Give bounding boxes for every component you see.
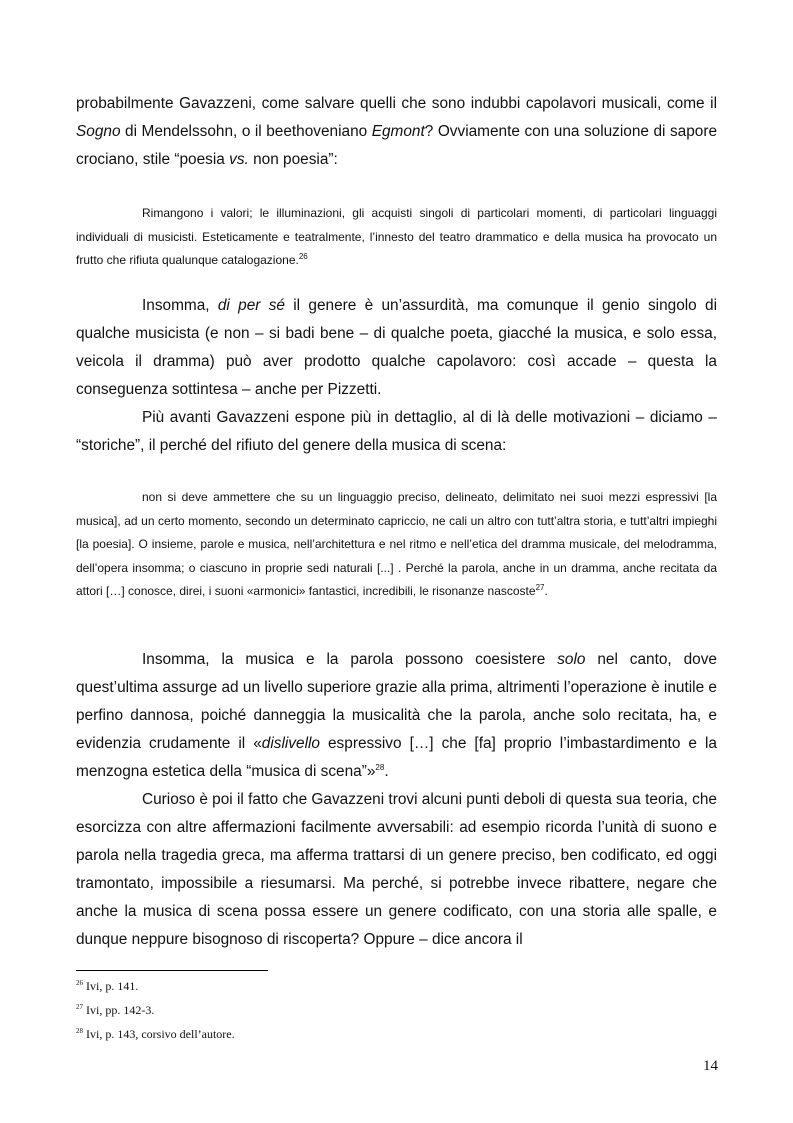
footnote-ref-27: 27 [535, 583, 545, 592]
block-quote-2-end: . [544, 584, 548, 598]
paragraph-5-text: Curioso è poi il fatto che Gavazzeni trovi alcuni punti deboli di questa sua teoria, che esorcizza con altre affermazioni facilmente avversabili: ad esempio ricorda l’unità di suono e parola nella tragedia greca, ma afferma trattarsi di un genere preciso, ben codificato, ed oggi tramontato, impossibile a riesumarsi. Ma perché, si potrebbe invece ribattere, negare che anche la musica di scena possa essere un genere codificato, con una storia alle spalle, e dunque neppure bisognoso di riscoperta? Oppure – dice ancora il [76, 791, 717, 948]
footnote-text: Ivi, pp. 142-3. [83, 1003, 155, 1017]
page-number: 14 [703, 1058, 718, 1074]
vs-italic: vs. [229, 151, 249, 168]
footnote-ref-28: 28 [375, 762, 385, 772]
paragraph-2 [76, 292, 717, 460]
paragraph-5 [76, 786, 717, 954]
block-quote-1-text: Rimangono i valori; le illuminazioni, gli acquisti singoli di particolari momenti, di particolari linguaggi individuali di musicisti. Esteticamente e teatralmente, l’innesto del teatro drammatico e della musica ha provocato un frutto che rifiuta qualunque catalogazione. [76, 206, 717, 267]
footnote-26 [76, 978, 717, 994]
dislivello-italic: dislivello [261, 735, 320, 752]
block-quote-2-text: non si deve ammettere che su un linguaggio preciso, delineato, delimitato nei suoi mezzi espressivi [la musica], ad un certo momento, secondo un determinato capriccio, ne cali un altro con tutt’altra storia, e tutt’altri impieghi [la poesia]. O insieme, parole e musica, nell’architettura e nel ritmo e nell’etica del dramma musicale, del melodramma, dell’opera insomma; o ciascuno in proprie sedi naturali [...] . Perché la parola, anche in un dramma, anche recitata da attori […] conosce, direi, i suoni «armonici» fantastici, incredibili, le risonanze nascoste [76, 490, 717, 598]
work-title-sogno: Sogno [76, 123, 121, 140]
block-quote-2 [76, 486, 717, 604]
paragraph-3-text: Più avanti Gavazzeni espone più in dettaglio, al di là delle motivazioni – diciamo – “storiche”, il perché del rifiuto del genere della musica di scena: [76, 409, 717, 454]
paragraph-1-text: di Mendelssohn, o il beethoveniano [120, 123, 372, 140]
paragraph-3 [76, 404, 717, 460]
paragraph-1-text: non poesia”: [248, 151, 338, 168]
footnotes [76, 978, 717, 1050]
footnote-separator [76, 970, 268, 971]
footnote-number: 27 [76, 1003, 83, 1011]
paragraph-4-text: nel canto, dove quest’ultima assurge ad un livello superiore grazie alla prima, altrimenti l’operazione è inutile e perfino dannosa, poiché danneggia la musicalità che la parola, anche solo recitata, ha, e evidenzia crudamente il « [76, 651, 717, 752]
paragraph-4-text: Insomma, la musica e la parola possono coesistere [142, 651, 558, 668]
footnote-number: 28 [76, 1027, 83, 1035]
di-per-se-italic: di per sé [217, 297, 285, 314]
paragraph-2-text: Insomma, [142, 297, 218, 314]
paragraph-1 [76, 90, 717, 174]
footnote-ref-26: 26 [298, 252, 308, 261]
footnote-text: Ivi, p. 141. [83, 979, 139, 993]
paragraph-2-text: il genere è un’assurdità, ma comunque il genio singolo di qualche musicista (e non – si badi bene – di qualche poeta, giacché la musica, e solo essa, veicola il dramma) può aver prodotto qualche capolavoro: così accade – questa la conseguenza sottintesa – anche per Pizzetti. [76, 297, 718, 398]
solo-italic: solo [557, 651, 586, 668]
block-quote-1 [76, 202, 717, 273]
paragraph-4 [76, 646, 717, 954]
paragraph-4-text: espressivo […] che [fa] proprio l’imbastardimento e la menzogna estetica della “musica di scena”» [76, 735, 717, 780]
paragraph-1-text: probabilmente Gavazzeni, come salvare quelli che sono indubbi capolavori musicali, come il [76, 95, 717, 112]
footnote-27 [76, 1002, 717, 1018]
footnote-number: 26 [76, 979, 83, 987]
footnote-28 [76, 1026, 717, 1042]
paragraph-4-end: . [384, 763, 389, 780]
paragraph-1-text: ? Ovviamente con una soluzione di sapore crociano, stile “poesia [76, 123, 718, 168]
work-title-egmont: Egmont [371, 123, 425, 140]
footnote-text: Ivi, p. 143, corsivo dell’autore. [83, 1027, 235, 1041]
